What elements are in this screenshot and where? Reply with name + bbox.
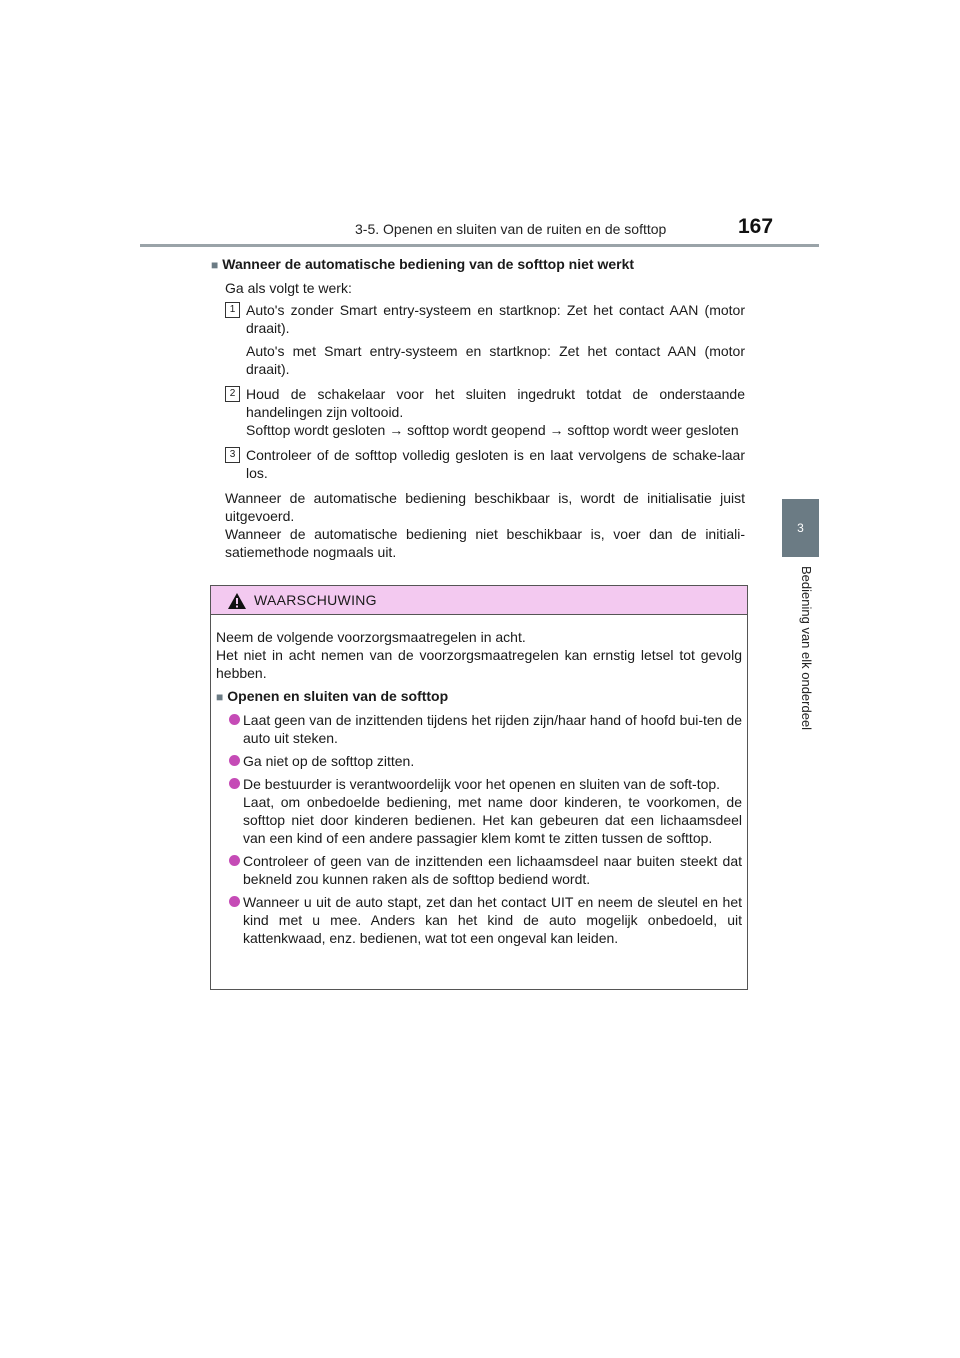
warning-intro: Het niet in acht nemen van de voorzorgsmaatregelen kan ernstig letsel tot gevolg hebben.	[216, 647, 742, 681]
section-note: Wanneer de automatische bediening beschikbaar is, wordt de initialisatie juist uitgevoerd.	[225, 490, 745, 524]
warning-subtitle-text: Openen en sluiten van de softtop	[227, 688, 449, 704]
bullet-dot-icon	[229, 755, 240, 766]
section-intro: Ga als volgt te werk:	[225, 280, 352, 296]
bullet-text: Wanneer u uit de auto stapt, zet dan het contact UIT en neem de sleutel en het kind met u mee. Anders kan het kind de auto mogelijk onbedoeld, uit kattenkwaad, enz. bedienen, wat tot een ongeval kan leiden.	[243, 894, 742, 946]
bullet-text: Controleer of geen van de inzittenden een lichaamsdeel naar buiten steekt dat bekneld zou kunnen raken als de softtop bediend wordt.	[243, 853, 742, 887]
step-text: Houd de schakelaar voor het sluiten ingedrukt totdat de onderstaande handelingen zijn voltooid.	[246, 386, 745, 420]
step-text: Softtop wordt gesloten → softtop wordt geopend → softtop wordt weer gesloten	[246, 422, 739, 438]
warning-bullet	[216, 711, 742, 747]
section-title: Wanneer de automatische bediening van de softtop niet werkt	[222, 256, 635, 272]
section-note: Wanneer de automatische bediening niet beschikbaar is, voer dan de initiali-satiemethode nogmaals uit.	[225, 526, 745, 560]
warning-title: WAARSCHUWING	[254, 592, 377, 608]
bullet-text: De bestuurder is verantwoordelijk voor het openen en sluiten van de soft-top.	[243, 776, 721, 792]
bullet-dot-icon	[229, 896, 240, 907]
warning-bullet	[216, 775, 742, 847]
header-section-title: 3-5. Openen en sluiten van de ruiten en de softtop	[355, 221, 667, 237]
step-3	[229, 446, 745, 482]
step-text: Controleer of de softtop volledig gesloten is en laat vervolgens de schake-laar los.	[246, 447, 745, 481]
step-1	[229, 301, 745, 378]
section-content	[211, 255, 745, 561]
warning-triangle-icon	[227, 592, 247, 610]
square-bullet-icon: ■	[216, 690, 224, 704]
warning-intro: Neem de volgende voorzorgsmaatregelen in acht.	[216, 629, 526, 645]
page-number: 167	[738, 215, 774, 238]
step-text: Auto's zonder Smart entry-systeem en startknop: Zet het contact AAN (motor draait).	[246, 302, 745, 336]
bullet-dot-icon	[229, 714, 240, 725]
chapter-label: Bediening van elk onderdeel	[799, 566, 814, 731]
warning-header	[211, 586, 747, 615]
header-rule	[140, 244, 819, 247]
step-2	[229, 385, 745, 439]
bullet-dot-icon	[229, 778, 240, 789]
section-heading	[211, 255, 745, 274]
warning-body	[211, 615, 747, 947]
warning-bullet	[216, 893, 742, 947]
bullet-text: Laat, om onbedoelde bediening, met name door kinderen, te voorkomen, de softtop niet door kinderen bedienen. Het kan gebeuren dat een lichaamsdeel van een kind of een andere passagier klem komt te zitten tussen de softtop.	[243, 794, 742, 846]
warning-bullet	[216, 852, 742, 888]
bullet-dot-icon	[229, 855, 240, 866]
bullet-text: Laat geen van de inzittenden tijdens het rijden zijn/haar hand of hoofd bui-ten de auto uit steken.	[243, 712, 742, 746]
bullet-text: Ga niet op de softtop zitten.	[243, 753, 415, 769]
chapter-number: 3	[797, 521, 804, 535]
step-number-box: 2	[225, 386, 240, 402]
warning-bullet	[216, 752, 742, 770]
step-number-box: 1	[225, 302, 240, 318]
step-number-box: 3	[225, 447, 240, 463]
step-text: Auto's met Smart entry-systeem en startknop: Zet het contact AAN (motor draait).	[246, 343, 745, 377]
warning-box	[210, 585, 748, 990]
square-bullet-icon: ■	[211, 258, 219, 272]
warning-subtitle	[216, 687, 742, 706]
chapter-tab	[782, 499, 819, 557]
